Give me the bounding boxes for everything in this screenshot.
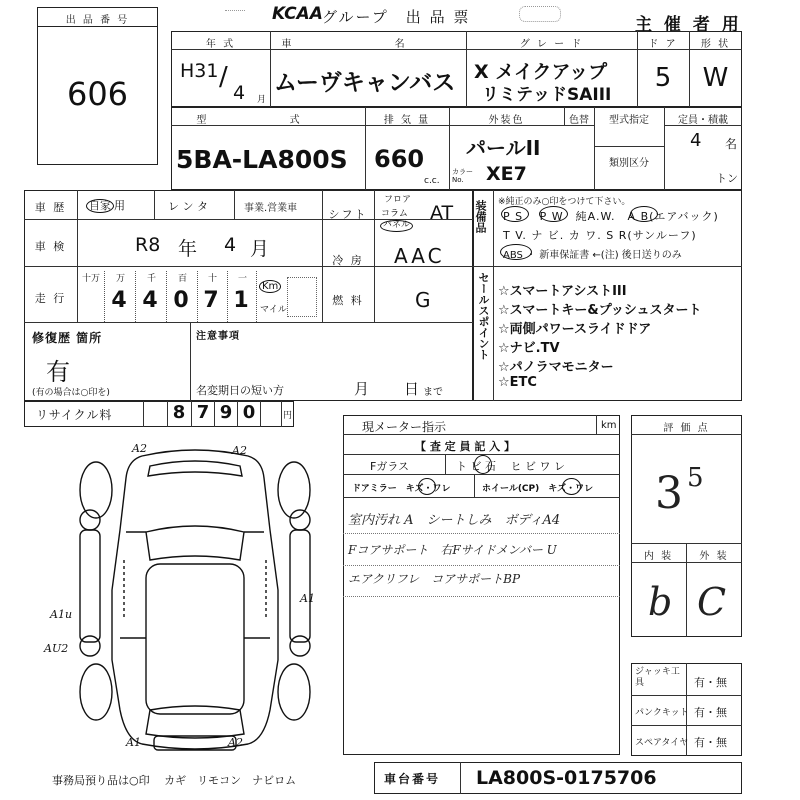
expiry-month: 月 [354, 380, 370, 398]
car-name-label: 車 名 [281, 39, 455, 50]
equipment-label: 装備品 [474, 200, 487, 233]
equipment-line3: ABS ・ 新車保証書 ←(注) 後日送りのみ [503, 250, 682, 261]
glass-options: ト ビ 石 ヒ ビ ワ レ [456, 460, 565, 473]
class-label: 類別区分 [609, 158, 649, 169]
repair-label: 修復歴 箇所 [32, 331, 103, 345]
mileage-digit: 1 [233, 288, 249, 313]
damage-mark: A2 [232, 444, 247, 457]
recycle-digit: 8 [172, 402, 186, 423]
glass-label: Fガラス [370, 460, 409, 473]
jack-yesno: 有・無 [694, 676, 727, 689]
sales-item: ☆ETC [498, 375, 537, 390]
role-label: 主 催 者 用 [635, 15, 742, 35]
load-unit: トン [716, 172, 738, 185]
equipment-note: ※純正のみ○印をつけて下さい。 [498, 197, 631, 207]
mileage-unit-2: 千 [147, 274, 157, 284]
model-value: 5BA-LA800S [176, 145, 348, 174]
grade-line2: リミテッドSAIII [482, 85, 612, 105]
damage-mark: A2 [132, 442, 147, 455]
capacity-unit: 名 [725, 137, 738, 151]
cc-unit: c.c. [424, 176, 440, 186]
month-value: 4 [233, 82, 246, 104]
shift-value: AT [430, 202, 454, 224]
lot-label: 出 品 番 号 [65, 15, 130, 26]
year-era: H31 [180, 60, 219, 82]
shift-column: コラム [381, 209, 408, 219]
footer-items: 事務局預り品は○印 カギ リモコン ナビロム [52, 774, 297, 787]
damage-mark: A1u [50, 608, 73, 621]
interior-label: 内 装 [643, 551, 674, 562]
mileage-unit-4: 十 [208, 274, 218, 284]
doors-value: 5 [654, 63, 672, 93]
doors-label: ド ア [648, 39, 678, 50]
color-value: パールII [466, 136, 541, 160]
grade-label: グ レ ー ド [519, 39, 584, 50]
car-diagram [44, 440, 340, 760]
mileage-digit: 7 [203, 288, 219, 313]
mirror-label: ドアミラー キズ・ワレ [352, 484, 451, 494]
mileage-unit-1: 万 [116, 274, 126, 284]
ac-label: 冷 房 [332, 254, 364, 267]
wheel-label: ホイール(CP) キズ・ワレ [482, 484, 594, 494]
type-label: 型式指定 [609, 115, 649, 126]
inspection-label: 車 検 [34, 240, 67, 253]
history-own: 自家 用 [86, 197, 125, 213]
mileage-unit-3: 百 [178, 274, 188, 284]
recycle-label: リサイクル料 [36, 408, 113, 422]
chassis-label: 車台番号 [384, 772, 441, 786]
meter-label: 現メーター指示 [362, 420, 447, 434]
exterior-grade: C [697, 580, 727, 624]
sales-label: セールスポイント [477, 272, 490, 360]
year-sep: / [219, 62, 228, 92]
capacity-value: 4 [690, 130, 702, 151]
inspection-year: R8 [135, 234, 161, 256]
mileage-digit: 4 [142, 288, 158, 313]
history-business: 事業.営業車 [244, 203, 298, 214]
fuel-value: G [415, 288, 431, 312]
exterior-label: 外 装 [699, 551, 729, 562]
inspector-note: Fコアサポート 右Fサイドメンバー U [348, 543, 557, 557]
sales-item: ☆パノラマモニター [498, 360, 614, 375]
sales-item: ☆ナビ.TV [498, 341, 560, 356]
color-no-label: カラーNo. [452, 168, 473, 184]
inspector-note: エアクリフレ コアサポートBP [348, 572, 521, 586]
meter-unit: km [601, 420, 617, 431]
sales-item: ☆両側パワースライドドア [498, 322, 652, 337]
repair-note: (有の場合は○印を) [32, 388, 110, 398]
color-no-value: XE7 [486, 163, 527, 185]
jack-label: ジャッキ工 具 [635, 667, 689, 688]
history-label: 車 歴 [34, 201, 67, 214]
damage-mark: A2 [228, 736, 243, 749]
shape-label: 形 状 [700, 39, 731, 50]
equipment-line1: P S P W 純A.W. A B(エアバック) [503, 210, 719, 223]
recycle-unit: 円 [283, 411, 293, 421]
model-label: 型 式 [196, 115, 340, 126]
damage-mark: AU2 [44, 642, 69, 655]
fuel-label: 燃 料 [332, 294, 364, 307]
recycle-digit: 0 [242, 402, 256, 423]
mileage-digit: 0 [173, 288, 189, 313]
recycle-digit: 9 [219, 402, 233, 423]
grade-score: 3 $^5$ [655, 463, 704, 519]
capacity-label: 定員・積載 [678, 115, 728, 126]
grade-line1: X メイクアップ [474, 61, 608, 83]
puncture-label: パンクキット [635, 708, 689, 718]
shape-value: W [702, 63, 729, 93]
inspector-note: 室内汚れ A シートしみ ボディA4 [348, 513, 561, 528]
form-title: グループ 出 品 票 [322, 8, 471, 26]
shift-floor: フロア [384, 195, 412, 205]
puncture-yesno: 有・無 [694, 706, 727, 719]
car-name: ムーヴキャンバス [274, 70, 456, 96]
spare-label: スペアタイヤ [635, 738, 689, 748]
damage-mark: A1 [300, 592, 315, 605]
lot-number: 606 [66, 75, 129, 113]
cc-value: 660 [374, 145, 425, 173]
sales-item: ☆スマートアシストIII [498, 284, 627, 299]
ac-value: AAC [394, 244, 445, 268]
color-change-label: 色替 [569, 115, 589, 126]
equipment-line2: T V. ナ ビ. カ ワ. S R(サンルーフ) [503, 229, 697, 242]
mileage-digit: 4 [111, 288, 127, 313]
mileage-unit-5: 一 [238, 274, 248, 284]
month-unit: 月 [257, 95, 267, 105]
expiry-until: まで [423, 387, 443, 398]
mileage-km: Km [259, 280, 281, 293]
sales-item: ☆スマートキー&プッシュスタート [498, 303, 702, 318]
inspection-year-unit: 年 [178, 238, 198, 260]
recycle-digit: 7 [196, 402, 210, 423]
shift-label: シフト [328, 208, 368, 221]
mileage-label: 走 行 [34, 292, 67, 305]
notes-label: 注意事項 [196, 331, 240, 342]
shift-panel: パネル [380, 220, 413, 232]
repair-value: 有 [46, 358, 70, 386]
logo: KCAA [272, 4, 323, 24]
spare-yesno: 有・無 [694, 736, 727, 749]
car-body-outline [112, 450, 278, 749]
chassis-value: LA800S-0175706 [476, 767, 657, 789]
color-label: 外装色 [488, 115, 525, 126]
inspector-title: 【 査 定 員 記 入 】 [415, 440, 515, 453]
history-rental: レ ン タ [168, 200, 208, 213]
interior-grade: b [648, 580, 673, 624]
damage-mark: A1 [126, 736, 141, 749]
year-label: 年 式 [205, 39, 236, 50]
inspection-month: 4 [224, 234, 237, 256]
mileage-unit-0: 十万 [82, 274, 101, 284]
expiry-day: 日 [404, 380, 420, 398]
grade-label: 評 価 点 [663, 423, 710, 434]
cc-label: 排 気 量 [383, 115, 431, 126]
expiry-label: 名変期日の短い方 [196, 384, 284, 397]
inspection-month-unit: 月 [250, 238, 270, 260]
mileage-mile: マイル [260, 305, 287, 315]
